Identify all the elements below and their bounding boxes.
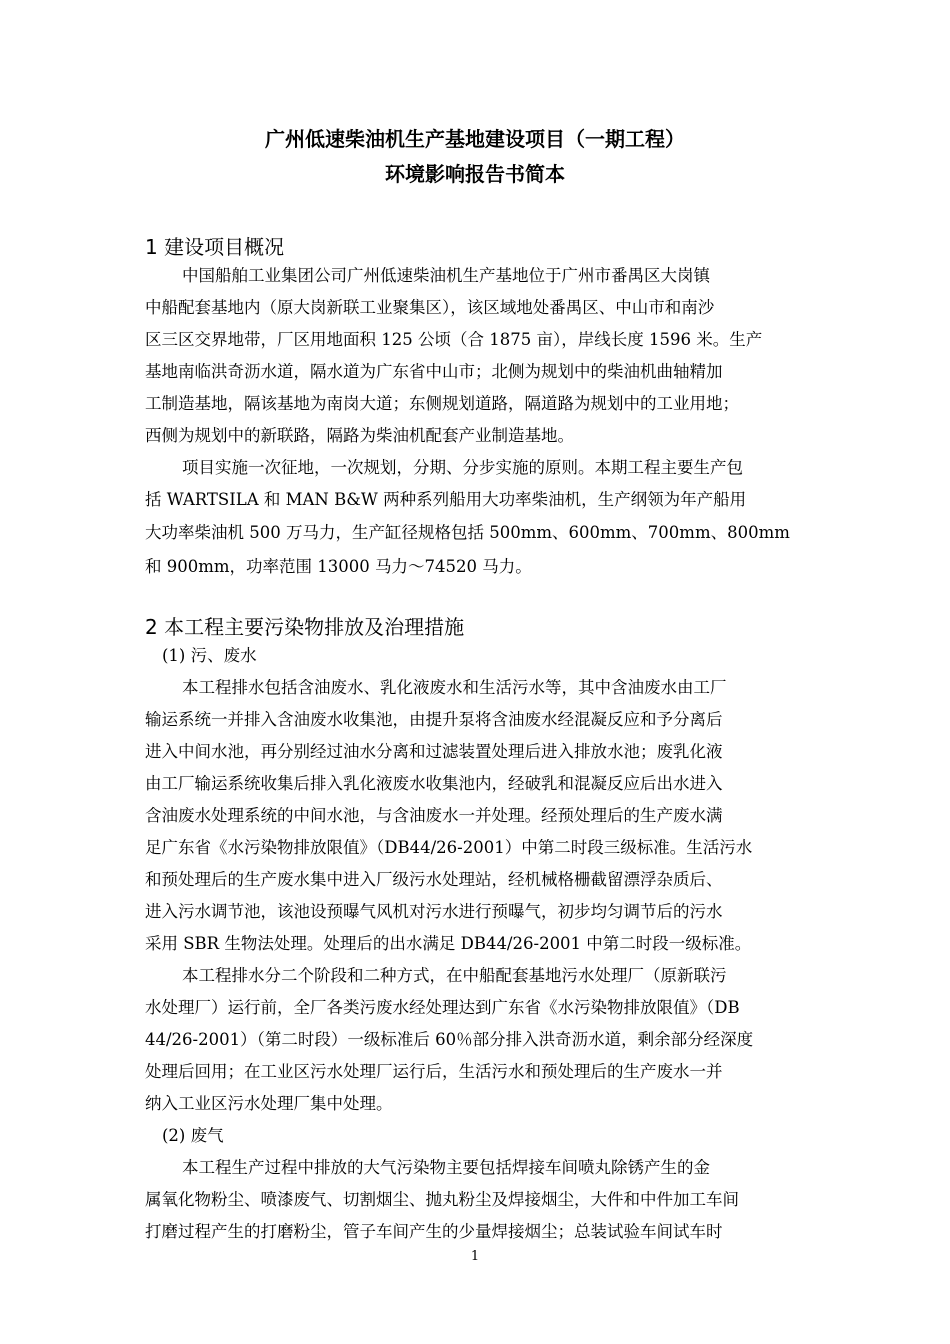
- paragraph-line: 纳入工业区污水处理厂集中处理。: [145, 1094, 393, 1113]
- paragraph-line: 项目实施一次征地，一次规划，分期、分步实施的原则。本期工程主要生产包: [182, 458, 743, 477]
- subsection-heading-wastewater: (1) 污、废水: [162, 646, 257, 665]
- paragraph-line: 进入污水调节池，该池设预曝气风机对污水进行预曝气，初步均匀调节后的污水: [145, 902, 723, 921]
- paragraph-line: 本工程排水包括含油废水、乳化液废水和生活污水等，其中含油废水由工厂: [182, 678, 727, 697]
- paragraph-line: 采用 SBR 生物法处理。处理后的出水满足 DB44/26-2001 中第二时段一级标准。: [145, 934, 752, 953]
- paragraph-line: 西侧为规划中的新联路，隔路为柴油机配套产业制造基地。: [145, 426, 574, 445]
- paragraph-line: 足广东省《水污染物排放限值》（DB44/26-2001）中第二时段三级标准。生活污水: [145, 838, 753, 857]
- subsection-heading-exhaust: (2) 废气: [162, 1126, 224, 1145]
- paragraph-line: 进入中间水池，再分别经过油水分离和过滤装置处理后进入排放水池；废乳化液: [145, 742, 723, 761]
- section1-heading: 1 建设项目概况: [145, 235, 285, 259]
- paragraph-line: 属氧化物粉尘、喷漆废气、切割烟尘、抛丸粉尘及焊接烟尘，大件和中件加工车间: [145, 1190, 739, 1209]
- section2-heading: 2 本工程主要污染物排放及治理措施: [145, 615, 465, 639]
- paragraph-line: 输运系统一并排入含油废水收集池，由提升泵将含油废水经混凝反应和予分离后: [145, 710, 723, 729]
- paragraph-line: 中国船舶工业集团公司广州低速柴油机生产基地位于广州市番禺区大岗镇: [182, 266, 710, 285]
- paragraph-line: 本工程排水分二个阶段和二种方式，在中船配套基地污水处理厂（原新联污: [182, 966, 727, 985]
- paragraph-line: 区三区交界地带，厂区用地面积 125 公顷（合 1875 亩），岸线长度 1596 米。生产: [145, 330, 763, 349]
- paragraph-line: 和 900mm，功率范围 13000 马力～74520 马力。: [145, 557, 532, 576]
- paragraph-line: 中船配套基地内（原大岗新联工业聚集区），该区域地处番禺区、中山市和南沙: [145, 298, 715, 317]
- document-title-line1: 广州低速柴油机生产基地建设项目（一期工程）: [265, 127, 685, 151]
- paragraph-line: 基地南临洪奇沥水道，隔水道为广东省中山市；北侧为规划中的柴油机曲轴精加: [145, 362, 723, 381]
- paragraph-line: 和预处理后的生产废水集中进入厂级污水处理站，经机械格栅截留漂浮杂质后、: [145, 870, 723, 889]
- paragraph-line: 打磨过程产生的打磨粉尘，管子车间产生的少量焊接烟尘；总装试验车间试车时: [145, 1222, 723, 1241]
- paragraph-line: 由工厂输运系统收集后排入乳化液废水收集池内，经破乳和混凝反应后出水进入: [145, 774, 723, 793]
- paragraph-line: 大功率柴油机 500 万马力，生产缸径规格包括 500mm、600mm、700mm、800mm: [145, 523, 790, 542]
- paragraph-line: 工制造基地，隔该基地为南岗大道；东侧规划道路，隔道路为规划中的工业用地；: [145, 394, 739, 413]
- paragraph-line: 水处理厂）运行前，全厂各类污废水经处理达到广东省《水污染物排放限值》（DB: [145, 998, 740, 1017]
- paragraph-line: 含油废水处理系统的中间水池，与含油废水一并处理。经预处理后的生产废水满: [145, 806, 723, 825]
- paragraph-line: 括 WARTSILA 和 MAN B&W 两种系列船用大功率柴油机，生产纲领为年产船用: [145, 490, 747, 509]
- paragraph-line: 本工程生产过程中排放的大气污染物主要包括焊接车间喷丸除锈产生的金: [182, 1158, 710, 1177]
- document-title-line2: 环境影响报告书简本: [385, 162, 565, 186]
- page-number: 1: [470, 1249, 480, 1264]
- paragraph-line: 44/26-2001）（第二时段）一级标准后 60％部分排入洪奇沥水道，剩余部分经深度: [145, 1030, 754, 1049]
- paragraph-line: 处理后回用；在工业区污水处理厂运行后，生活污水和预处理后的生产废水一并: [145, 1062, 723, 1081]
